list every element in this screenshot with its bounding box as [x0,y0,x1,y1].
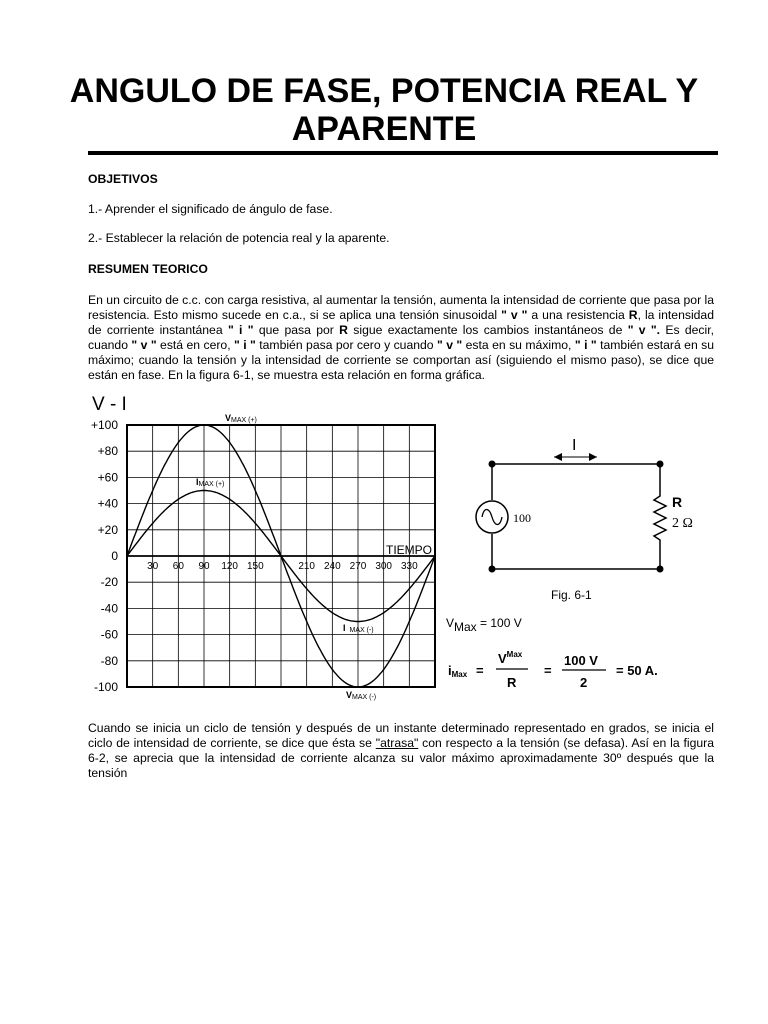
source-label: 100 [513,511,531,525]
imax-pos-sub: MAX (+) [198,481,225,488]
vmax-neg-v: V [346,690,353,700]
summary-heading: RESUMEN TEORICO [88,262,208,276]
formula-lhs [448,663,468,679]
y-tick-label: -80 [100,653,118,668]
formula-num-sup: Max [506,650,523,659]
p1-text: a una resistencia [527,308,629,322]
time-label: TIEMPO [386,543,433,557]
voltage-point [383,669,385,671]
current-formula [440,645,690,697]
objective-2: 2.- Establecer la relación de potencia real y la aparente. [88,231,390,245]
current-point [255,522,257,524]
p1-r: R [339,323,348,337]
y-tick-label: +100 [90,418,118,432]
voltage-point [203,424,205,426]
x-tick-label: 150 [246,561,264,572]
y-tick-label: -20 [100,575,118,590]
vmax-statement [446,616,522,634]
vmax-pos-label [225,413,257,424]
y-tick-label: -40 [100,601,118,616]
current-point [434,555,436,557]
imax-neg-i: I [343,623,346,633]
page-title [60,72,708,148]
current-point [280,555,282,557]
current-point [126,555,128,557]
voltage-point [306,621,308,623]
p1-text: también estará en su máximo; cuando la tensión y la intensidad de corriente se comportan así (siguiendo el mismo paso), se dice que están en fase. En la figura 6-1, se muestra esta relación en forma gráfica. [88,338,715,382]
objective-1: 1.- Aprender el significado de ángulo de fase. [88,202,333,216]
x-tick-label: 240 [323,561,341,572]
formula-num-v: V [498,651,507,666]
p1-text: que pasa por [253,323,340,337]
current-point [178,498,180,500]
paragraph-2 [88,721,714,781]
x-tick-label: 90 [198,561,210,572]
formula-den-2: 2 [580,675,588,690]
resistor-icon [654,492,666,544]
p1-text: está en cero, [156,338,235,352]
current-point [203,490,205,492]
y-tick-label: 0 [111,549,118,563]
resistance-label: 2 Ω [672,516,693,531]
x-tick-label: 120 [221,561,239,572]
voltage-point [255,490,257,492]
x-tick-label: 30 [147,561,159,572]
vmax-sub: Max [454,620,477,634]
current-point [383,612,385,614]
figure-caption: Fig. 6-1 [551,588,592,602]
y-tick-label: +80 [97,444,118,459]
current-label: I [572,437,577,454]
voltage-point [332,669,334,671]
p1-v: " v " [437,338,463,352]
graph-axis-title: V - I [92,394,127,415]
formula-lhs-i: i [448,663,452,678]
formula-den: R [507,675,517,690]
y-tick-label: +20 [97,522,118,537]
x-tick-label: 210 [298,561,316,572]
y-tick-label: -100 [93,680,118,694]
vmax-pos-sub: MAX (+) [231,417,257,424]
y-tick-label: +60 [97,470,118,485]
x-tick-label: 60 [172,561,184,572]
y-axis-labels [91,418,118,694]
x-tick-label: 300 [375,561,393,572]
voltage-point [409,621,411,623]
x-axis-labels [147,561,418,572]
current-point [409,588,411,590]
p1-v: " v " [131,338,157,352]
y-tick-label: +40 [97,496,118,511]
p1-i: " i " [234,338,256,352]
paragraph-1 [88,293,714,383]
p1-r: R [628,308,638,322]
vmax-pos-v: V [225,413,232,423]
p2-atrasa: "atrasa" [375,736,419,750]
p2-text: con respecto a la tensión (se defasa). Así en la figura 6-2, se aprecia que la intensidad de corriente alcanza su valor máximo aproximadamente 30º después que la tensión [88,736,714,780]
current-point [306,588,308,590]
p1-text: esta en su máximo, [462,338,575,352]
imax-neg-sub: MAX (-) [349,627,374,634]
title-divider [88,151,718,155]
voltage-point [229,442,231,444]
voltage-point [357,686,359,688]
current-point [152,522,154,524]
p1-i: " i " [227,323,254,337]
p2-text: Cuando se inicia un ciclo de tensión y después de un instante determinado representado en grados, se inicia el ciclo de intensidad de corriente, se dice que ésta se [88,721,714,750]
formula-result: = 50 A. [616,663,658,678]
current-point [357,621,359,623]
resistor-label: R [672,494,683,510]
vmax-neg-sub: MAX (-) [352,694,377,701]
formula-num-2: 100 V [564,653,598,668]
p1-i: " i " [574,338,597,352]
imax-pos-i: I [196,477,199,487]
voltage-current-graph [80,388,445,706]
imax-pos-label [196,477,224,488]
title-line-2: APARENTE [291,110,477,148]
vmax-v: V [446,616,455,630]
formula-num [498,650,523,666]
p1-text: Es decir, cuando [88,323,715,352]
y-tick-label: -60 [100,627,118,642]
x-tick-label: 270 [349,561,367,572]
vmax-rest: = 100 V [476,616,522,630]
x-tick-label: 330 [400,561,418,572]
p1-text: En un circuito de c.c. con carga resistiva, al aumentar la tensión, aumenta la intensidad de corriente que pasa por la resistencia. Esto mismo sucede en c.a., si se aplica una tensión sinusoidal [88,293,714,322]
p1-text: también pasa por cero y cuando [255,338,438,352]
ac-source-icon [476,501,508,533]
formula-eq-2: = [544,663,552,678]
p1-v: " v ". [627,323,661,337]
voltage-point [178,442,180,444]
vmax-neg-label [346,690,376,701]
p1-text: sigue exactamente los cambios instantáneos de [347,323,628,337]
current-point [332,612,334,614]
p1-v: " v " [501,308,528,322]
formula-lhs-sub: Max [451,670,468,679]
title-line-1: ANGULO DE FASE, POTENCIA REAL Y [69,72,699,110]
circuit-diagram [470,430,693,580]
current-point [229,498,231,500]
current-arrow-icon [554,453,597,461]
voltage-point [152,490,154,492]
p1-text: , la intensidad de corriente instantánea [88,308,714,337]
objectives-heading: OBJETIVOS [88,172,158,186]
formula-eq-1: = [476,663,484,678]
